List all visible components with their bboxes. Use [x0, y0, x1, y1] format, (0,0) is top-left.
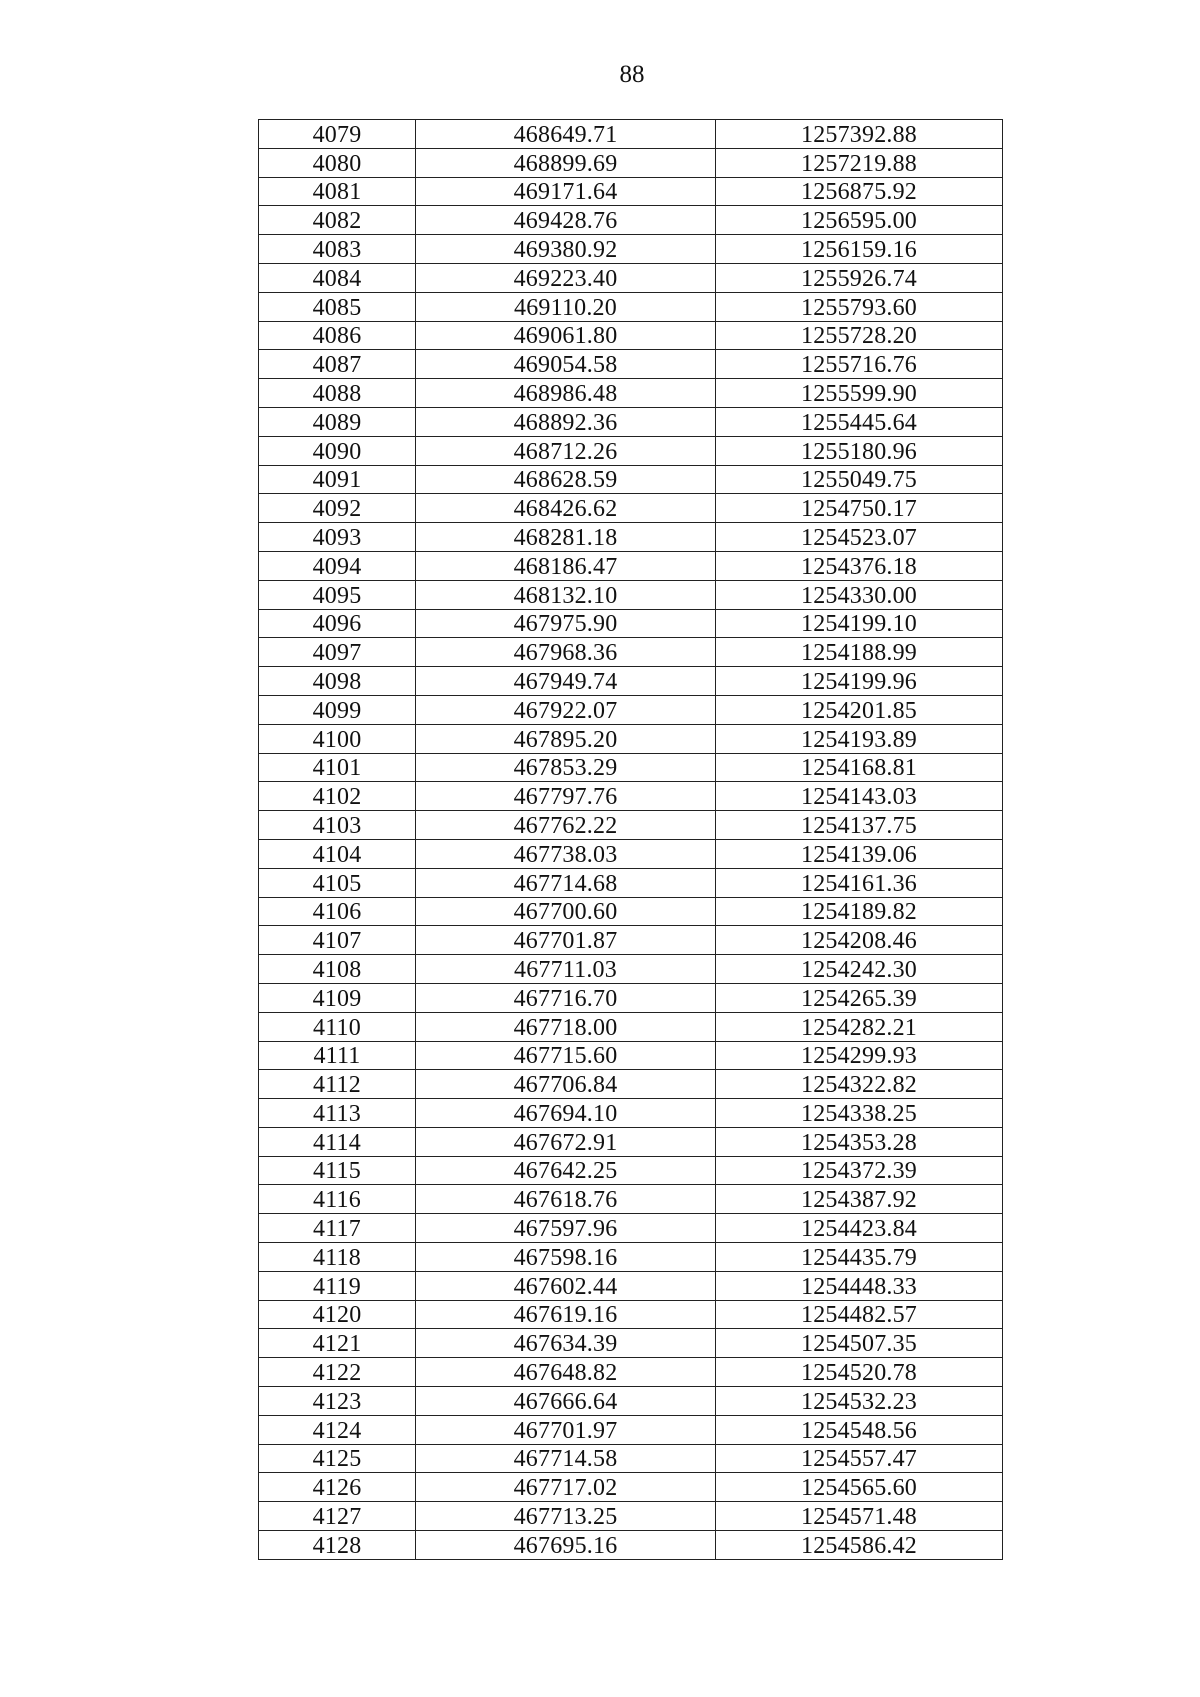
- x-coordinate-cell: 468649.71: [416, 120, 716, 149]
- point-number-cell: 4102: [259, 782, 416, 811]
- x-coordinate-cell: 467694.10: [416, 1099, 716, 1128]
- point-number-cell: 4113: [259, 1099, 416, 1128]
- point-number-cell: 4118: [259, 1243, 416, 1272]
- table-row: [259, 1444, 1003, 1473]
- x-coordinate-cell: 467618.76: [416, 1185, 716, 1214]
- y-coordinate-cell: 1254557.47: [716, 1444, 1003, 1473]
- x-coordinate-cell: 467666.64: [416, 1387, 716, 1416]
- point-number-cell: 4093: [259, 523, 416, 552]
- table-row: [259, 263, 1003, 292]
- x-coordinate-cell: 467695.16: [416, 1531, 716, 1560]
- y-coordinate-cell: 1255793.60: [716, 292, 1003, 321]
- point-number-cell: 4108: [259, 955, 416, 984]
- table-row: [259, 1243, 1003, 1272]
- y-coordinate-cell: 1254201.85: [716, 695, 1003, 724]
- point-number-cell: 4091: [259, 465, 416, 494]
- table-row: [259, 350, 1003, 379]
- x-coordinate-cell: 467853.29: [416, 753, 716, 782]
- point-number-cell: 4080: [259, 148, 416, 177]
- y-coordinate-cell: 1255445.64: [716, 407, 1003, 436]
- point-number-cell: 4109: [259, 983, 416, 1012]
- table-row: [259, 609, 1003, 638]
- table-row: [259, 1185, 1003, 1214]
- table-row: [259, 1271, 1003, 1300]
- table-row: [259, 206, 1003, 235]
- point-number-cell: 4110: [259, 1012, 416, 1041]
- y-coordinate-cell: 1254507.35: [716, 1329, 1003, 1358]
- x-coordinate-cell: 467714.68: [416, 868, 716, 897]
- x-coordinate-cell: 467619.16: [416, 1300, 716, 1329]
- y-coordinate-cell: 1254193.89: [716, 724, 1003, 753]
- point-number-cell: 4101: [259, 753, 416, 782]
- x-coordinate-cell: 467597.96: [416, 1214, 716, 1243]
- table-row: [259, 926, 1003, 955]
- point-number-cell: 4092: [259, 494, 416, 523]
- x-coordinate-cell: 467717.02: [416, 1473, 716, 1502]
- y-coordinate-cell: 1254208.46: [716, 926, 1003, 955]
- y-coordinate-cell: 1255599.90: [716, 379, 1003, 408]
- point-number-cell: 4083: [259, 235, 416, 264]
- x-coordinate-cell: 467634.39: [416, 1329, 716, 1358]
- table-row: [259, 551, 1003, 580]
- x-coordinate-cell: 467711.03: [416, 955, 716, 984]
- y-coordinate-cell: 1254482.57: [716, 1300, 1003, 1329]
- x-coordinate-cell: 467701.97: [416, 1415, 716, 1444]
- x-coordinate-cell: 467706.84: [416, 1070, 716, 1099]
- x-coordinate-cell: 468186.47: [416, 551, 716, 580]
- table-row: [259, 1012, 1003, 1041]
- point-number-cell: 4121: [259, 1329, 416, 1358]
- y-coordinate-cell: 1255728.20: [716, 321, 1003, 350]
- y-coordinate-cell: 1254353.28: [716, 1127, 1003, 1156]
- point-number-cell: 4125: [259, 1444, 416, 1473]
- x-coordinate-cell: 467762.22: [416, 811, 716, 840]
- point-number-cell: 4124: [259, 1415, 416, 1444]
- x-coordinate-cell: 467949.74: [416, 667, 716, 696]
- table-row: [259, 1387, 1003, 1416]
- y-coordinate-cell: 1254387.92: [716, 1185, 1003, 1214]
- x-coordinate-cell: 467718.00: [416, 1012, 716, 1041]
- point-number-cell: 4088: [259, 379, 416, 408]
- point-number-cell: 4090: [259, 436, 416, 465]
- y-coordinate-cell: 1254523.07: [716, 523, 1003, 552]
- table-row: [259, 897, 1003, 926]
- x-coordinate-cell: 469061.80: [416, 321, 716, 350]
- point-number-cell: 4122: [259, 1358, 416, 1387]
- point-number-cell: 4100: [259, 724, 416, 753]
- point-number-cell: 4094: [259, 551, 416, 580]
- table-row: [259, 1358, 1003, 1387]
- y-coordinate-cell: 1254423.84: [716, 1214, 1003, 1243]
- x-coordinate-cell: 469171.64: [416, 177, 716, 206]
- table-row: [259, 1070, 1003, 1099]
- table-row: [259, 148, 1003, 177]
- y-coordinate-cell: 1257392.88: [716, 120, 1003, 149]
- table-row: [259, 724, 1003, 753]
- table-row: [259, 1041, 1003, 1070]
- x-coordinate-cell: 469223.40: [416, 263, 716, 292]
- y-coordinate-cell: 1254548.56: [716, 1415, 1003, 1444]
- point-number-cell: 4127: [259, 1502, 416, 1531]
- y-coordinate-cell: 1254161.36: [716, 868, 1003, 897]
- y-coordinate-cell: 1254330.00: [716, 580, 1003, 609]
- table-row: [259, 292, 1003, 321]
- x-coordinate-cell: 467701.87: [416, 926, 716, 955]
- point-number-cell: 4079: [259, 120, 416, 149]
- point-number-cell: 4099: [259, 695, 416, 724]
- x-coordinate-cell: 467968.36: [416, 638, 716, 667]
- point-number-cell: 4085: [259, 292, 416, 321]
- point-number-cell: 4111: [259, 1041, 416, 1070]
- x-coordinate-cell: 468899.69: [416, 148, 716, 177]
- x-coordinate-cell: 469054.58: [416, 350, 716, 379]
- table-row: [259, 523, 1003, 552]
- point-number-cell: 4119: [259, 1271, 416, 1300]
- table-row: [259, 983, 1003, 1012]
- y-coordinate-cell: 1257219.88: [716, 148, 1003, 177]
- y-coordinate-cell: 1254565.60: [716, 1473, 1003, 1502]
- table-row: [259, 638, 1003, 667]
- y-coordinate-cell: 1255049.75: [716, 465, 1003, 494]
- y-coordinate-cell: 1254520.78: [716, 1358, 1003, 1387]
- point-number-cell: 4082: [259, 206, 416, 235]
- y-coordinate-cell: 1254376.18: [716, 551, 1003, 580]
- table-row: [259, 753, 1003, 782]
- table-row: [259, 436, 1003, 465]
- x-coordinate-cell: 468132.10: [416, 580, 716, 609]
- y-coordinate-cell: 1254199.96: [716, 667, 1003, 696]
- table-row: [259, 1127, 1003, 1156]
- y-coordinate-cell: 1254188.99: [716, 638, 1003, 667]
- point-number-cell: 4123: [259, 1387, 416, 1416]
- point-number-cell: 4112: [259, 1070, 416, 1099]
- table-row: [259, 580, 1003, 609]
- table-row: [259, 667, 1003, 696]
- y-coordinate-cell: 1254199.10: [716, 609, 1003, 638]
- table-row: [259, 1473, 1003, 1502]
- coordinate-table: [258, 119, 1003, 1560]
- x-coordinate-cell: 467672.91: [416, 1127, 716, 1156]
- point-number-cell: 4084: [259, 263, 416, 292]
- table-row: [259, 1099, 1003, 1128]
- x-coordinate-cell: 467642.25: [416, 1156, 716, 1185]
- y-coordinate-cell: 1254139.06: [716, 839, 1003, 868]
- y-coordinate-cell: 1254571.48: [716, 1502, 1003, 1531]
- point-number-cell: 4096: [259, 609, 416, 638]
- y-coordinate-cell: 1254137.75: [716, 811, 1003, 840]
- x-coordinate-cell: 468426.62: [416, 494, 716, 523]
- coordinate-table-body: [259, 120, 1003, 1560]
- point-number-cell: 4104: [259, 839, 416, 868]
- table-row: [259, 695, 1003, 724]
- point-number-cell: 4097: [259, 638, 416, 667]
- x-coordinate-cell: 467714.58: [416, 1444, 716, 1473]
- point-number-cell: 4106: [259, 897, 416, 926]
- page-number: 88: [619, 61, 645, 88]
- x-coordinate-cell: 467700.60: [416, 897, 716, 926]
- x-coordinate-cell: 467922.07: [416, 695, 716, 724]
- table-row: [259, 1214, 1003, 1243]
- point-number-cell: 4114: [259, 1127, 416, 1156]
- x-coordinate-cell: 468281.18: [416, 523, 716, 552]
- x-coordinate-cell: 467797.76: [416, 782, 716, 811]
- table-row: [259, 235, 1003, 264]
- y-coordinate-cell: 1256875.92: [716, 177, 1003, 206]
- x-coordinate-cell: 467715.60: [416, 1041, 716, 1070]
- point-number-cell: 4081: [259, 177, 416, 206]
- table-row: [259, 955, 1003, 984]
- table-row: [259, 1531, 1003, 1560]
- point-number-cell: 4089: [259, 407, 416, 436]
- y-coordinate-cell: 1254143.03: [716, 782, 1003, 811]
- table-row: [259, 839, 1003, 868]
- y-coordinate-cell: 1254322.82: [716, 1070, 1003, 1099]
- point-number-cell: 4115: [259, 1156, 416, 1185]
- point-number-cell: 4086: [259, 321, 416, 350]
- point-number-cell: 4117: [259, 1214, 416, 1243]
- point-number-cell: 4105: [259, 868, 416, 897]
- point-number-cell: 4098: [259, 667, 416, 696]
- y-coordinate-cell: 1254532.23: [716, 1387, 1003, 1416]
- x-coordinate-cell: 467602.44: [416, 1271, 716, 1300]
- table-row: [259, 1329, 1003, 1358]
- y-coordinate-cell: 1255926.74: [716, 263, 1003, 292]
- point-number-cell: 4087: [259, 350, 416, 379]
- x-coordinate-cell: 467713.25: [416, 1502, 716, 1531]
- point-number-cell: 4128: [259, 1531, 416, 1560]
- y-coordinate-cell: 1254242.30: [716, 955, 1003, 984]
- point-number-cell: 4103: [259, 811, 416, 840]
- table-row: [259, 782, 1003, 811]
- x-coordinate-cell: 467648.82: [416, 1358, 716, 1387]
- y-coordinate-cell: 1254168.81: [716, 753, 1003, 782]
- table-row: [259, 407, 1003, 436]
- table-row: [259, 868, 1003, 897]
- x-coordinate-cell: 468712.26: [416, 436, 716, 465]
- y-coordinate-cell: 1256595.00: [716, 206, 1003, 235]
- table-row: [259, 379, 1003, 408]
- x-coordinate-cell: 469110.20: [416, 292, 716, 321]
- x-coordinate-cell: 467738.03: [416, 839, 716, 868]
- point-number-cell: 4116: [259, 1185, 416, 1214]
- x-coordinate-cell: 467716.70: [416, 983, 716, 1012]
- table-row: [259, 811, 1003, 840]
- table-row: [259, 1502, 1003, 1531]
- point-number-cell: 4126: [259, 1473, 416, 1502]
- y-coordinate-cell: 1254750.17: [716, 494, 1003, 523]
- y-coordinate-cell: 1254265.39: [716, 983, 1003, 1012]
- point-number-cell: 4120: [259, 1300, 416, 1329]
- x-coordinate-cell: 469380.92: [416, 235, 716, 264]
- y-coordinate-cell: 1254448.33: [716, 1271, 1003, 1300]
- y-coordinate-cell: 1255716.76: [716, 350, 1003, 379]
- table-row: [259, 465, 1003, 494]
- x-coordinate-cell: 469428.76: [416, 206, 716, 235]
- point-number-cell: 4107: [259, 926, 416, 955]
- x-coordinate-cell: 467895.20: [416, 724, 716, 753]
- table-row: [259, 177, 1003, 206]
- y-coordinate-cell: 1254586.42: [716, 1531, 1003, 1560]
- y-coordinate-cell: 1255180.96: [716, 436, 1003, 465]
- x-coordinate-cell: 467598.16: [416, 1243, 716, 1272]
- point-number-cell: 4095: [259, 580, 416, 609]
- table-row: [259, 321, 1003, 350]
- x-coordinate-cell: 468892.36: [416, 407, 716, 436]
- y-coordinate-cell: 1254338.25: [716, 1099, 1003, 1128]
- table-row: [259, 1156, 1003, 1185]
- y-coordinate-cell: 1254189.82: [716, 897, 1003, 926]
- table-row: [259, 494, 1003, 523]
- x-coordinate-cell: 468986.48: [416, 379, 716, 408]
- y-coordinate-cell: 1254299.93: [716, 1041, 1003, 1070]
- table-row: [259, 120, 1003, 149]
- y-coordinate-cell: 1254372.39: [716, 1156, 1003, 1185]
- x-coordinate-cell: 467975.90: [416, 609, 716, 638]
- y-coordinate-cell: 1254435.79: [716, 1243, 1003, 1272]
- x-coordinate-cell: 468628.59: [416, 465, 716, 494]
- table-row: [259, 1415, 1003, 1444]
- y-coordinate-cell: 1254282.21: [716, 1012, 1003, 1041]
- y-coordinate-cell: 1256159.16: [716, 235, 1003, 264]
- table-row: [259, 1300, 1003, 1329]
